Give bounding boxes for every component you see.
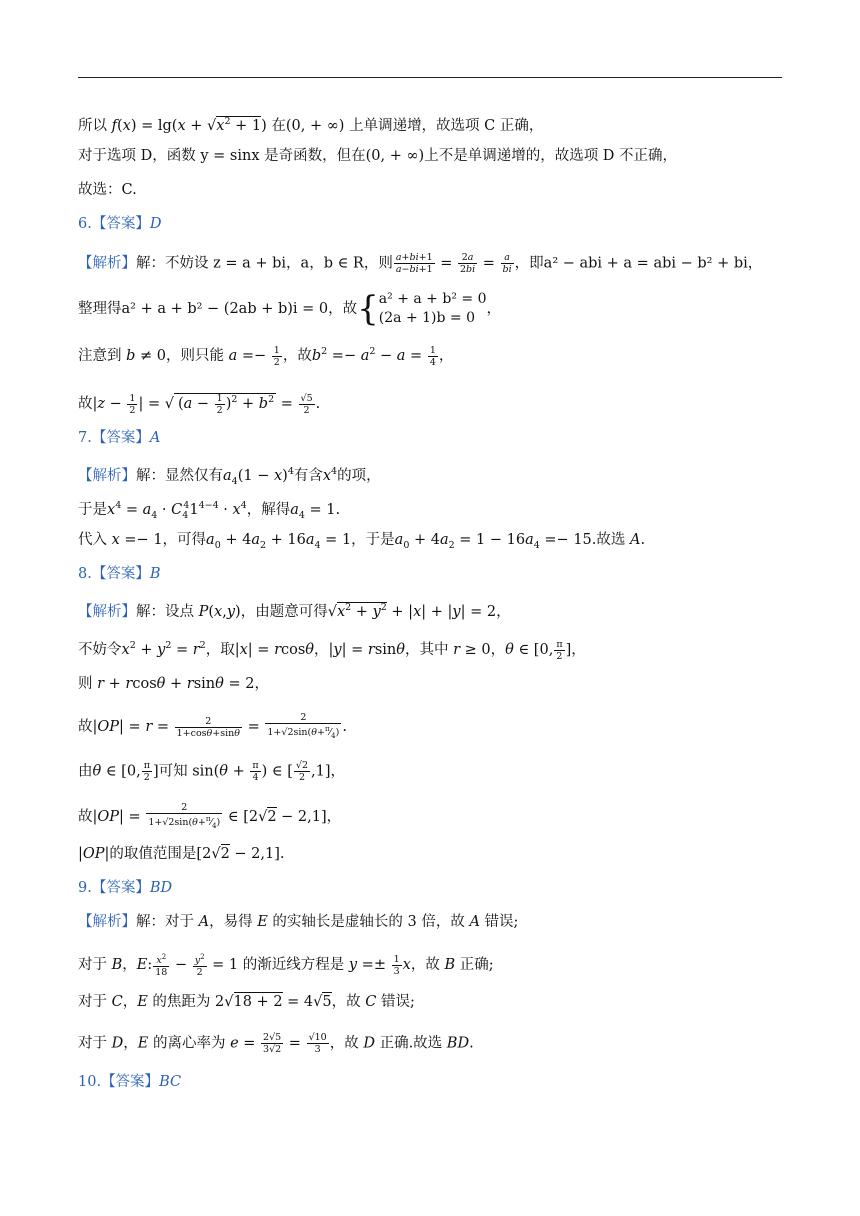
answer-value: BC [159, 1074, 182, 1090]
answer-number: 9. [78, 880, 92, 896]
line-fx-monotonic [78, 112, 543, 136]
math-fx: $f(x) = \lg(x + √x^2 + 1)$ [111, 116, 267, 134]
text: 整理得a² + a + b² − (2ab + b)i = 0，故 [78, 301, 358, 317]
line-q6-3: 注意到 b ≠ 0，则只能 a =− $\frac{1}{2}$ ，故$b^2 =- a^2 - a$ = $\frac{1}{4}$ ， [78, 344, 454, 368]
line-q8-4: 故|OP| = r = $\frac{2}{1+\cos\theta+\sin\theta}$ = $\frac{2}{1+√2\sin(\theta+^\pi⁄_4)}$ . [78, 712, 347, 741]
answer-tag: 【答案】 [91, 430, 150, 446]
answer-number: 8. [78, 566, 92, 582]
answer-number: 10. [78, 1074, 102, 1090]
line-q9-4: 对于 D，E 的离心率为 e = $\frac{2√5}{3√2}$ = $\frac{√10}{3}$ ，故 D 正确.故选 BD. [78, 1032, 474, 1055]
answer-10 [78, 1072, 181, 1092]
text-prefix: 所以 [78, 118, 112, 134]
line-q8-7: |OP|的取值范围是[2√2 − 2,1]. [78, 846, 285, 862]
answer-value: B [149, 566, 161, 582]
line-q8-1: 【解析】解：设点 P(x,y)，由题意可得$√x^2 + y^2 + |x| + |y| = 2$， [78, 602, 511, 620]
answer-value: A [149, 430, 161, 446]
answer-8 [78, 564, 161, 584]
line-q9-1: 【解析】解：对于 A，易得 E 的实轴长是虚轴长的 3 倍，故 A 错误; [78, 914, 519, 930]
equation-2: (2a + 1)b = 0 [378, 310, 476, 326]
line-q6-2: 整理得a² + a + b² − (2ab + b)i = 0，故{ a² + a + b² = 0 (2a + 1)b = 0 ， [78, 289, 501, 329]
line-q8-3: 则 r + rcosθ + rsinθ = 2， [78, 676, 269, 692]
line-q8-6: 故|OP| = $\frac{2}{1+√2\sin(\theta+^\pi⁄_4)}$ ∈ [2√2 − 2,1]， [78, 802, 342, 831]
analysis-tag: 【解析】 [78, 604, 136, 620]
answer-number: 7. [78, 430, 92, 446]
answer-number: 6. [78, 216, 92, 232]
answer-tag: 【答案】 [91, 216, 150, 232]
fraction: $\frac{2a}{2bi}$ [460, 252, 476, 275]
line-q9-2: 对于 B，E: $\frac{x^2}{18}$ − $\frac{y^2}{2}$ = 1 的渐近线方程是 y =± $\frac{1}{3}$ x，故 B 正确; [78, 953, 494, 979]
answer-tag: 【答案】 [91, 880, 150, 896]
analysis-tag: 【解析】 [78, 914, 136, 930]
text: 解：不妨设 z = a + bi，a，b ∈ R，则 [136, 255, 393, 272]
analysis-tag: 【解析】 [78, 255, 136, 272]
answer-9 [78, 878, 172, 898]
equation-system [379, 290, 487, 328]
line-q6-1: 【解析】解：不妨设 z = a + bi，a，b ∈ R，则 $\frac{a+bi+1}{a-bi+1}$ = $\frac{2a}{2bi}$ = $\frac{a}{bi}$ ，即a² − abi + a = abi − b² + bi， [78, 252, 763, 275]
answer-6 [78, 214, 161, 234]
line-q8-5: 由θ ∈ [0, $\frac{\pi}{2}$ ]可知 sin(θ + $\frac{\pi}{4}$ ) ∈ [ $\frac{√2}{2}$ ,1]， [78, 760, 346, 783]
line-option-d: 对于选项 D，函数 y = sinx 是奇函数，但在(0, + ∞)上不是单调递增的，故选项 D 不正确， [78, 148, 678, 164]
line-q7-3: 代入 x =− 1，可得$a_0 + 4a_2 + 16a_4 = 1$，于是$a_0 + 4a_2 = 1 - 16a_4 =- 15$.故选 A. [78, 532, 646, 551]
answer-value: D [149, 216, 162, 232]
line-q8-2: 不妨令$x^2 + y^2 = r^2$，取|x| = rcosθ，|y| = rsinθ，其中 r ≥ 0，θ ∈ [0, $\frac{\pi}{2}$ ]， [78, 638, 586, 662]
line-q7-1: 【解析】解：显然仅有$a_4(1 - x)^4$有含$x^4$的项， [78, 466, 381, 487]
line-q7-2: 于是$x^4 = a_4 \cdot C_4^41^{4-4} \cdot x^4$，解得$a_4 = 1$. [78, 500, 341, 521]
line-choose-c: 故选：C. [78, 182, 137, 198]
fraction: $\frac{a}{bi}$ [502, 252, 512, 275]
answer-7 [78, 428, 160, 448]
text-suffix: 在(0, + ∞) 上单调递增，故选项 C 正确， [266, 118, 544, 134]
analysis-tag: 【解析】 [78, 468, 136, 484]
answer-value: BD [149, 880, 173, 896]
line-q6-4: 故|z − $\frac{1}{2}$ | = √ (a − $\frac{1}{2}$ )$^2 + b^2$ = $\frac{√5}{2}$ . [78, 392, 321, 416]
equation-1: a² + a + b² = 0 [378, 291, 487, 307]
header-rule [78, 77, 782, 78]
line-q9-3: 对于 C，E 的焦距为 2√18 + 2 = 4√5，故 C 错误; [78, 994, 415, 1010]
brace-icon: { [357, 289, 379, 329]
text: ，即a² − abi + a = abi − b² + bi， [514, 255, 763, 272]
answer-tag: 【答案】 [101, 1074, 160, 1090]
answer-tag: 【答案】 [91, 566, 150, 582]
fraction: $\frac{a+bi+1}{a-bi+1}$ [395, 252, 433, 275]
